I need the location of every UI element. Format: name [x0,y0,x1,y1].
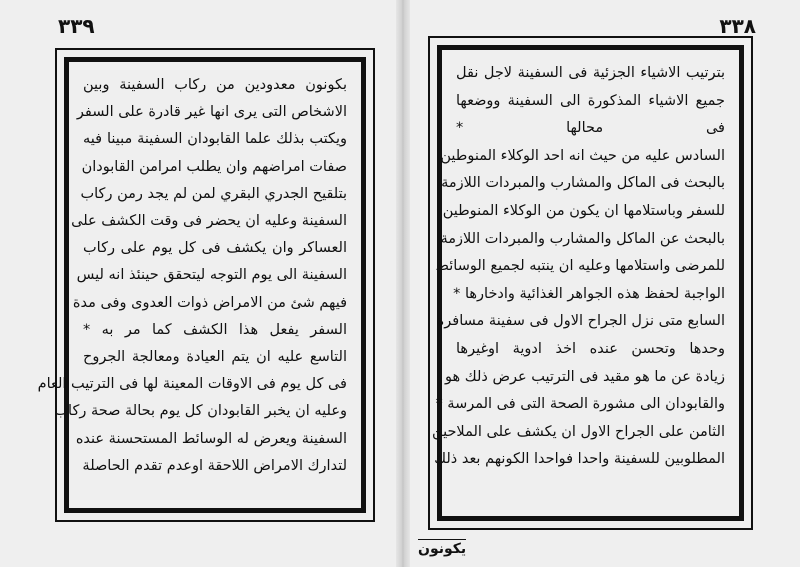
text-line: بترتيب الاشياء الجزئية فى السفينة لاجل نقل [456,65,725,81]
text-line: وحدها وتحسن عنده اخذ ادوية اوغيرها [456,340,725,357]
text-line: فى محالها * [456,120,725,137]
text-line: للسفر وباستلامها ان يكون من الوكلاء المنوطين [442,202,725,219]
text-line: بالبحث عن الماكل والمشارب والمبردات اللازمة [440,230,725,247]
left-page-frame [37,48,375,522]
text-line: السفر يفعل هذا الكشف كما مر به * [83,321,347,338]
text-line: الاشخاص التى يرى انها غير قادرة على السفر [76,104,347,121]
text-line: بتلقيح الجدري البقري لمن لم يجد رمن ركاب [80,185,347,202]
right-page-number: ٣٣٨ [719,14,756,38]
text-line: السابع متى نزل الجراح الاول فى سفينة مسافرة [436,313,725,330]
text-line: بكونون معدودين من ركاب السفينة وبين [83,77,347,93]
text-line: والقابودان الى مشورة الصحة التى فى المرسة * [435,396,725,413]
text-line: السفينة الى يوم التوجه ليتحقق حينئذ انه ليس [76,267,347,284]
text-line: صفات امراضهم وان يطلب امرامن القابودان [81,158,347,175]
text-line: بالبحث فى الماكل والمشارب والمبردات اللازمة [441,175,725,192]
left-page [0,0,398,567]
text-line: المطلوبين للسفينة واحدا فواحدا الكونهم بعد ذلك [434,451,725,468]
left-page-text [37,72,347,500]
text-line: الثامن على الجراح الاول ان يكشف على الملاحين [432,423,725,440]
text-line: فى كل يوم فى الاوقات المعينة لها فى الترتيب العام [37,376,347,393]
left-page-inner-frame [37,57,366,513]
text-line: لتدارك الامراض اللاحقة اوعدم تقدم الحاصلة [82,457,347,474]
right-page-frame [428,36,753,530]
text-line: وعليه ان يخبر القابودان كل يوم بحالة صحة ركاب [54,403,347,420]
text-line: التاسع عليه ان يتم العيادة ومعالجة الجروح [83,349,347,366]
right-page-inner-frame [432,45,744,521]
text-line: زيادة عن ما هو مقيد فى الترتيب عرض ذلك هو [445,368,725,385]
text-line: الواجبة لحفظ هذه الجواهر الغذائية وادخارها * [453,285,725,302]
text-line: السادس عليه من حيث انه احد الوكلاء المنوطين [440,147,725,164]
text-line: العساكر وان يكشف فى كل يوم على ركاب [83,240,347,257]
text-line: جميع الاشياء المذكورة الى السفينة ووضعها [456,92,725,109]
right-page-text [432,60,725,508]
text-line: للمرضى واستلامها وعليه ان ينتبه لجميع الوسائط [435,258,725,275]
text-line: السفينة وعليه ان يحضر فى وقت الكشف على [71,213,347,230]
text-line: فيهم شئ من الامراض ذوات العدوى وفى مدة [72,294,347,311]
text-line: ويكتب بذلك علما القابودان السفينة مبينا فيه [83,131,347,148]
book-gutter [396,0,410,567]
catchword: يكونون [418,541,467,557]
left-page-number: ٣٣٩ [58,14,95,38]
text-line: السفينة ويعرض له الوسائط المستحسنة عنده [75,430,347,447]
right-page [410,0,800,567]
